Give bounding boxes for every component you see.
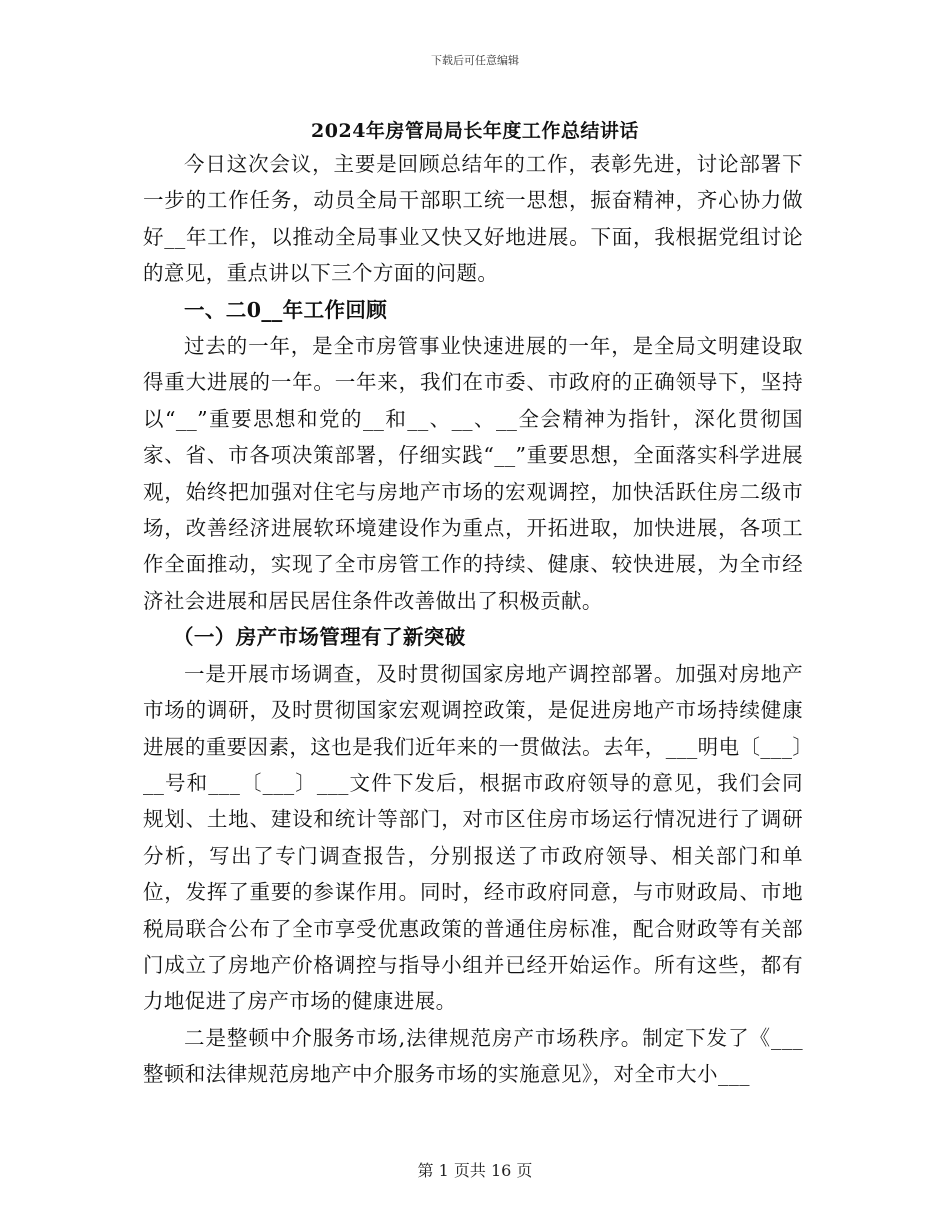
section-heading-1: 一、二0__年工作回顾 — [184, 297, 388, 322]
paragraph-review: 过去的一年，是全市房管事业快速进展的一年，是全局文明建设取得重大进展的一年。一年来，我们在市委、市政府的正确领导下，坚持以“__”重要思想和党的__和__、__、__全会精神为指针，深化贯彻国家、省、市各项决策部署，仔细实践“__”重要思想，全面落实科学进展观，始终把加强对住宅与房地产市场的宏观调控，加快活跃住房二级市场，改善经济进展软环境建设作为重点，开拓进取，加快进展，各项工作全面推动，实现了全市房管工作的持续、健康、较快进展，为全市经济社会进展和居民居住条件改善做出了积极贡献。 — [143, 334, 803, 613]
paragraph-intro: 今日这次会议，主要是回顾总结年的工作，表彰先进，讨论部署下一步的工作任务，动员全局干部职工统一思想，振奋精神，齐心协力做好__年工作，以推动全局事业又快又好地进展。下面，我根据党组讨论的意见，重点讲以下三个方面的问题。 — [143, 152, 803, 286]
document-title: 2024年房管局局长年度工作总结讲话 — [311, 120, 639, 142]
subsection-heading-1: （一）房产市场管理有了新突破 — [173, 625, 466, 650]
page-footer: 第 1 页共 16 页 — [417, 1161, 533, 1180]
header-note: 下载后可任意编辑 — [431, 54, 519, 67]
paragraph-point-2: 二是整顿中介服务市场,法律规范房产市场秩序。制定下发了《___整顿和法律规范房地产中介服务市场的实施意见》，对全市大小___ — [143, 1025, 803, 1087]
document-body — [143, 146, 803, 1093]
paragraph-point-1: 一是开展市场调查，及时贯彻国家房地产调控部署。加强对房地产市场的调研，及时贯彻国家宏观调控政策，是促进房地产市场持续健康进展的重要因素，这也是我们近年来的一贯做法。去年，___明电〔___〕__号和___〔___〕___文件下发后，根据市政府领导的意见，我们会同规划、土地、建设和统计等部门，对市区住房市场运行情况进行了调研分析，写出了专门调查报告，分别报送了市政府领导、相关部门和单位，发挥了重要的参谋作用。同时，经市政府同意，与市财政局、市地税局联合公布了全市享受优惠政策的普通住房标准，配合财政等有关部门成立了房地产价格调控与指导小组并已经开始运作。所有这些，都有力地促进了房产市场的健康进展。 — [143, 661, 803, 1014]
